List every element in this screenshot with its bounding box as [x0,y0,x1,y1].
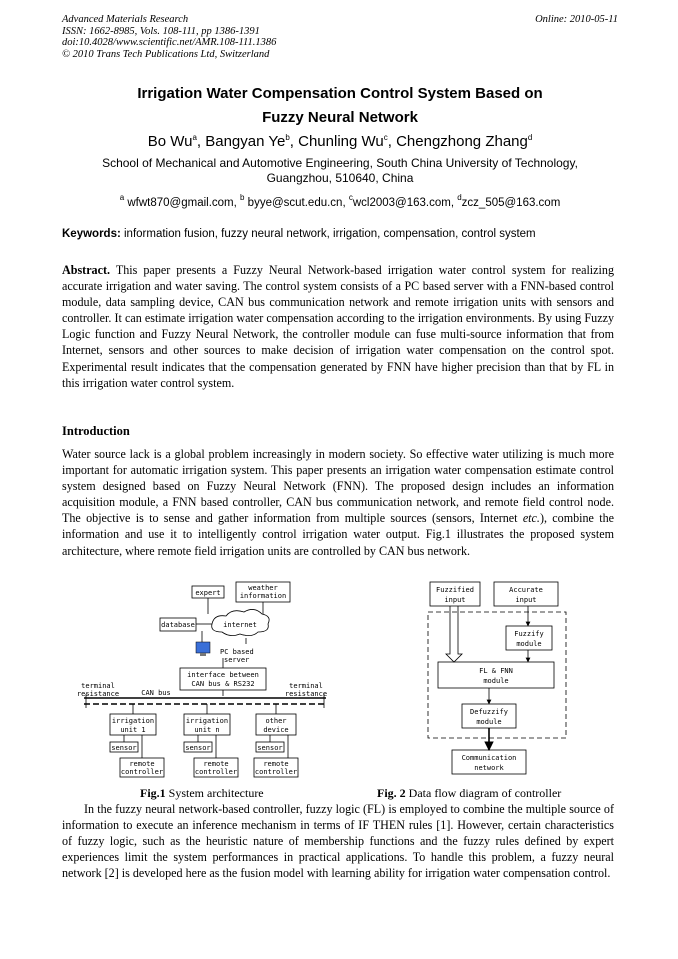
email-sup: c [348,193,353,202]
email-link[interactable]: wfwt870@gmail.com [127,197,234,209]
affiliation-line-2: Guangzhou, 510640, China [266,171,414,185]
label-unit-n: unit n [194,726,220,734]
figure-1-system-architecture [76,578,338,780]
label-terminal-right: terminal [289,682,323,690]
label-module: module [483,677,509,685]
label-resistance-left: resistance [76,690,120,698]
journal-header [62,14,618,60]
introduction-paragraph [62,446,614,559]
doi-line: doi:10.4028/www.scientific.net/AMR.108-111.1386 [62,37,277,48]
label-defuzzify: Defuzzify [470,708,508,716]
label-pc-based: PC based [220,648,254,656]
label-input: input [444,596,466,604]
label-fl-fnn: FL & FNN [479,667,513,675]
author-name: Bo Wu [147,133,193,150]
label-weather: weather [248,584,278,592]
label-module: module [516,640,542,648]
copyright-line: © 2010 Trans Tech Publications Ltd, Switzerland [62,48,270,60]
fig1-cap-text: System architecture [165,786,264,800]
label-server: server [224,656,250,664]
abstract-label: Abstract. [62,263,111,277]
author-sup: c [383,133,388,142]
intro-text-1: Water source lack is a global problem increasingly in modern society. So effective water utilizing is much more important for automatic irrigation system. This paper presents an irrigation water compensation estimate control system designed based on Fuzzy Neural Network (FNN). The proposed design includes an information acquisition module, a FNN based controller, CAN bus communication network, and remote field control node. The objective is to sense and gather information from multiple sources (sensors, Internet [62,447,614,526]
label-can-rs232: CAN bus & RS232 [191,680,255,688]
label-device: device [263,726,289,734]
hollow-arrow [446,606,462,662]
figure-1-caption [140,786,264,801]
title-line-1: Irrigation Water Compensation Control System Based on [137,85,543,102]
fig2-cap-text: Data flow diagram of controller [405,786,562,800]
affiliation-line-1: School of Mechanical and Automotive Engineering, South China University of Technology, [102,156,578,170]
label-remote: remote [129,760,155,768]
abstract-text: This paper presents a Fuzzy Neural Network-based irrigation water control system for realizing accurate irrigation and water saving. The control system consists of a PC based server with a FNN-based control module, data sampling device, CAN bus communication network and remote irrigation units with sensors and controller. It can estimate irrigation water compensation according to the irrigation environments. By using Fuzzy Logic function and Fuzzy Neural Network, the controller module can fuse multi-source information that from Internet, sensors and other sources to make decision of irrigation water compensation on the control spot. Experimental result indicates that the compensation generated by FNN have higher precision than that by FL in this irrigation water control system. [62,263,614,390]
label-sensor: sensor [185,744,211,752]
closing-paragraph: In the fuzzy neural network-based controller, fuzzy logic (FL) is employed to combine the multiple source of information to execute an inference mechanism in terms of IF THEN rules [1]. However, certain characteristics of fuzzy logic, such as the heuristic nature of membership functions and the fuzzy rules defined by expert experiences limit the system performances in practical applications. To handle this problem, a fuzzy neural network [2] is developed here as the fusion model with learning ability for irrigation water compensation control. [62,802,614,881]
label-accurate: Accurate [509,586,543,594]
email-link[interactable]: byye@scut.edu.cn [247,197,343,209]
author-sup: b [285,133,290,142]
label-controller: controller [254,768,298,776]
pc-icon [196,642,210,656]
label-network: network [474,764,504,772]
email-sup: d [457,193,462,202]
author-name: Chengzhong Zhang [396,133,528,150]
label-controller: controller [120,768,164,776]
intro-text-2: ), combine the information and use it to intelligently control irrigation water output. Fig.1 illustrates the proposed system architecture, where remote field irrigation units are controlled by CAN bus network. [62,511,615,558]
label-fuzzify: Fuzzify [514,630,544,638]
label-unit-1: unit 1 [120,726,146,734]
title-line-2: Fuzzy Neural Network [262,109,418,126]
fig2-cap-label: Fig. 2 [377,786,406,800]
abstract [62,262,614,391]
keywords-text: information fusion, fuzzy neural network, irrigation, compensation, control system [124,228,536,240]
journal-name: Advanced Materials Research [62,14,189,25]
intro-etc: etc. [522,511,540,526]
keywords-label: Keywords: [62,228,121,240]
label-expert: expert [195,589,221,597]
label-irrigation: irrigation [111,717,155,725]
section-heading-introduction: Introduction [62,424,130,438]
online-date: Online: 2010-05-11 [535,14,618,25]
label-remote: remote [203,760,229,768]
label-database: database [161,621,195,629]
fig1-cap-label: Fig.1 [140,786,166,800]
figure-2-data-flow-diagram [424,578,570,780]
label-other: other [265,717,287,725]
label-controller: controller [194,768,238,776]
label-module: module [476,718,502,726]
label-communication: Communication [461,754,517,762]
email-sup: b [240,193,245,202]
label-irrigation: irrigation [185,717,229,725]
author-sup: a [192,133,197,142]
affiliation [80,156,600,186]
label-internet: internet [223,621,257,629]
email-sup: a [119,193,125,202]
label-input: input [515,596,537,604]
keywords [62,227,622,241]
author-list: Bo Wu$^a$, Bangyan Ye$^b$, Chunling Wu$^c$, Chengzhong Zhang$^d$ [147,133,533,150]
label-fuzzified: Fuzzified [436,586,474,594]
label-interface: interface between [187,671,259,679]
label-terminal-left: terminal [81,682,115,690]
label-resistance-right: resistance [284,690,328,698]
author-sup: d [527,133,533,142]
email-list: $^a$ wfwt870@gmail.com, $^b$ byye@scut.edu.cn, $^c$wcl2003@163.com, $^d$zcz_505@163.com [119,193,561,209]
issn-line: ISSN: 1662-8985, Vols. 108-111, pp 1386-1391 [62,25,260,37]
figure-2-caption [377,786,561,801]
label-sensor: sensor [257,744,283,752]
label-sensor: sensor [111,744,137,752]
label-remote: remote [263,760,289,768]
label-can-bus: CAN bus [141,689,171,697]
author-name: Bangyan Ye [205,133,286,150]
author-name: Chunling Wu [298,133,384,150]
email-link[interactable]: wcl2003@163.com [352,197,451,209]
label-information: information [239,592,287,600]
paper-title [62,82,618,130]
email-link[interactable]: zcz_505@163.com [461,197,561,209]
